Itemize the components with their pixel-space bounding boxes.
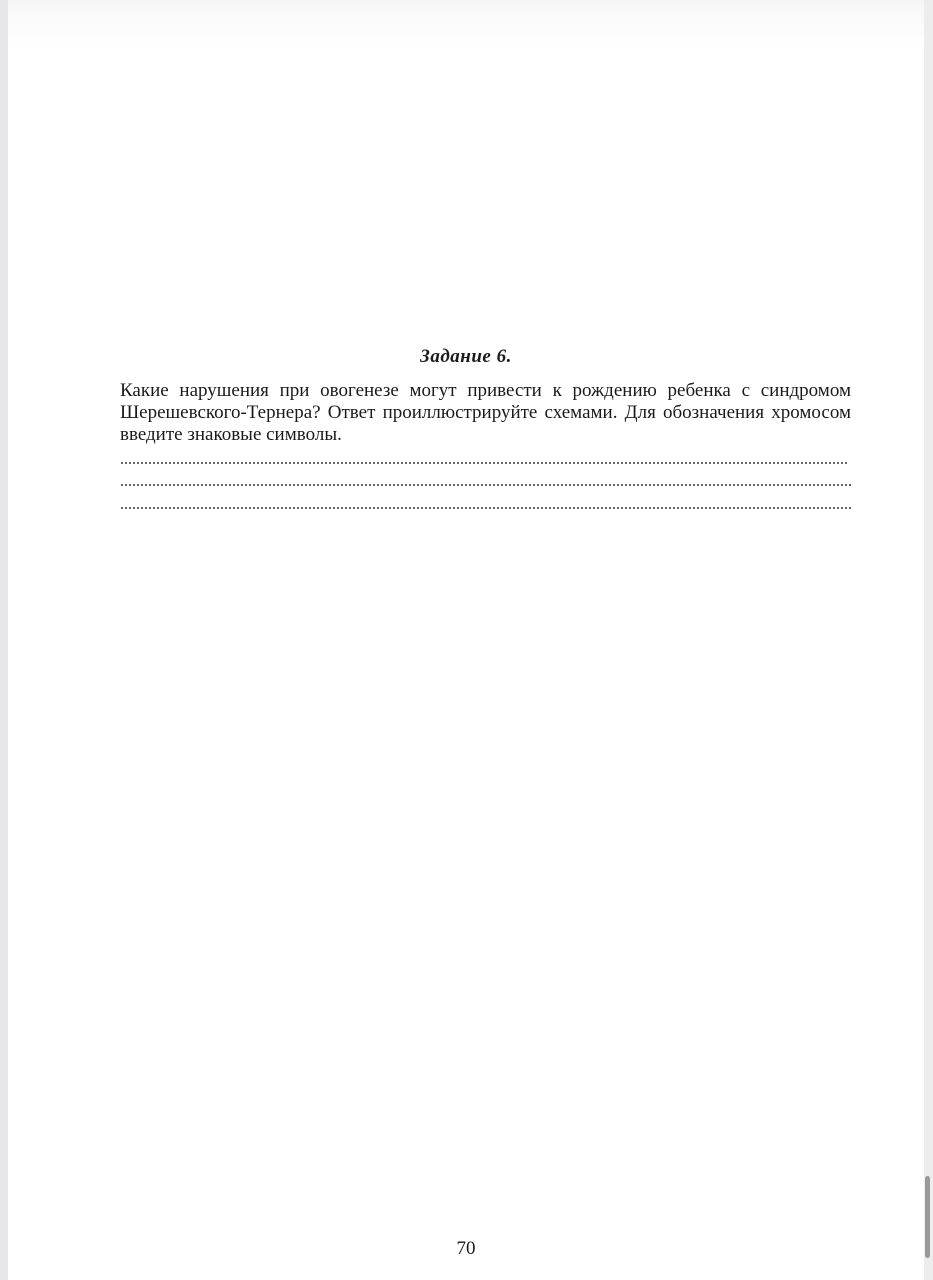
answer-dotted-line (120, 462, 847, 464)
answer-dotted-line (120, 507, 851, 509)
task-title: Задание 6. (420, 346, 512, 367)
page-number: 70 (456, 1238, 476, 1259)
answer-dotted-line (120, 484, 851, 486)
page-top-shadow (8, 0, 924, 46)
document-page (8, 0, 924, 1280)
scrollbar-thumb[interactable] (925, 1176, 930, 1258)
vertical-scrollbar[interactable] (924, 0, 933, 1280)
question-text: Какие нарушения при овогенезе могут привести к рождению ребенка с синдромом Шерешевского-Тернера? Ответ проиллюстрируйте схемами. Для обозначения хромосом введите знаковые символы. (120, 380, 851, 445)
